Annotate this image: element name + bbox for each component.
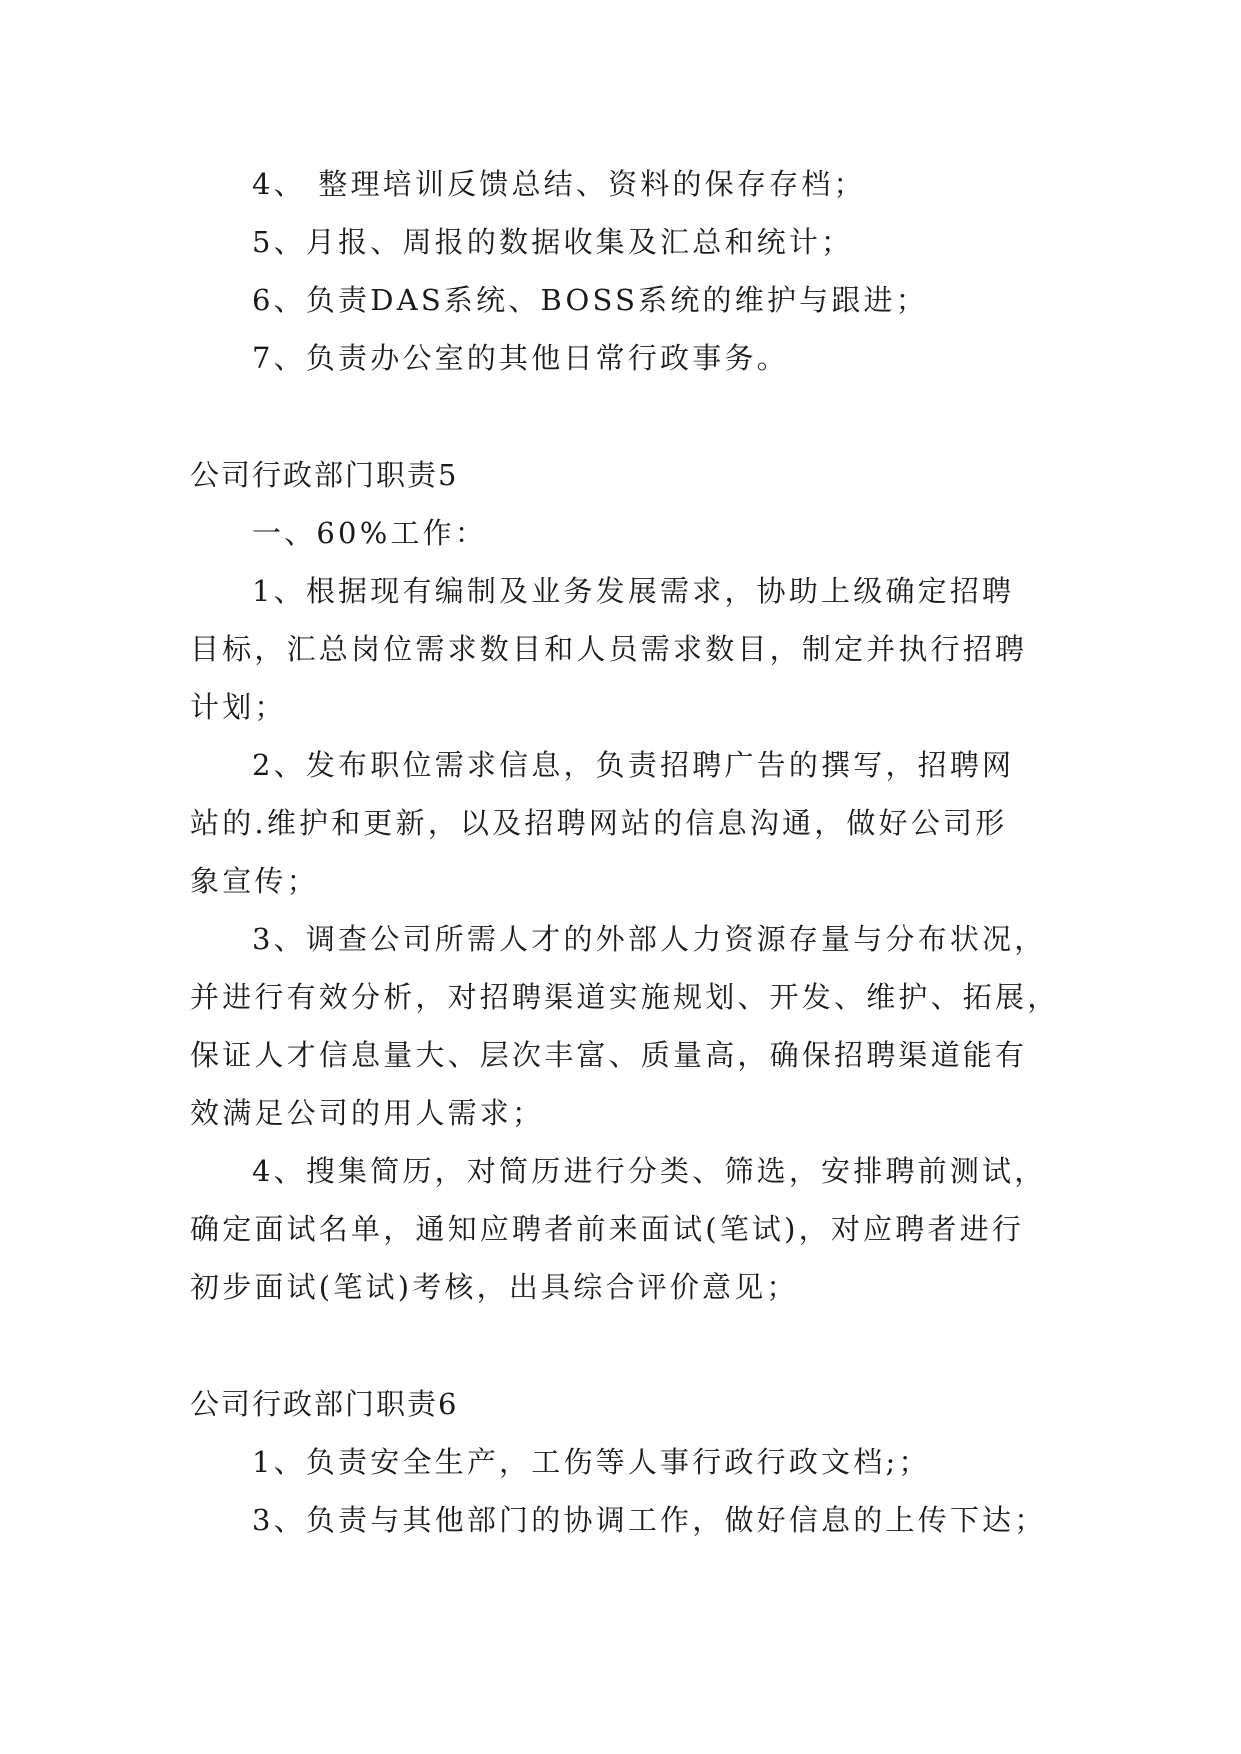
paragraph-line: 站的.维护和更新，以及招聘网站的信息沟通，做好公司形 [190,806,1008,840]
paragraph-line: 3、负责与其他部门的协调工作，做好信息的上传下达； [252,1503,1047,1537]
paragraph-line: 一、60%工作： [252,516,488,550]
section-heading: 公司行政部门职责5 [190,458,459,492]
section-heading: 公司行政部门职责6 [190,1387,459,1421]
paragraph-line: 5、月报、周报的数据收集及汇总和统计； [252,225,854,259]
paragraph-line: 3、调查公司所需人才的外部人力资源存量与分布状况， [252,922,1047,956]
paragraph-line: 象宣传； [190,864,319,898]
paragraph-line: 4、搜集简历，对简历进行分类、筛选，安排聘前测试， [252,1154,1047,1188]
paragraph-line: 确定面试名单，通知应聘者前来面试(笔试)，对应聘者进行 [190,1212,1025,1246]
paragraph-line: 保证人才信息量大、层次丰富、质量高，确保招聘渠道能有 [190,1038,1028,1072]
paragraph-line: 计划； [190,690,287,724]
paragraph-line: 7、负责办公室的其他日常行政事务。 [252,341,789,375]
paragraph-line: 1、根据现有编制及业务发展需求，协助上级确定招聘 [252,574,1015,608]
paragraph-line: 初步面试(笔试)考核，出具综合评价意见； [190,1270,799,1304]
paragraph-line: 目标，汇总岗位需求数目和人员需求数目，制定并执行招聘 [190,632,1028,666]
paragraph-line: 6、负责DAS系统、BOSS系统的维护与跟进； [252,283,928,317]
paragraph-line: 并进行有效分析，对招聘渠道实施规划、开发、维护、拓展， [190,980,1060,1014]
paragraph-line: 效满足公司的用人需求； [190,1096,545,1130]
paragraph-line: 2、发布职位需求信息，负责招聘广告的撰写，招聘网 [252,748,1015,782]
paragraph-line: 1、负责安全生产，工伤等人事行政行政文档;； [252,1445,931,1479]
paragraph-line: 4、 整理培训反馈总结、资料的保存存档； [252,167,866,201]
